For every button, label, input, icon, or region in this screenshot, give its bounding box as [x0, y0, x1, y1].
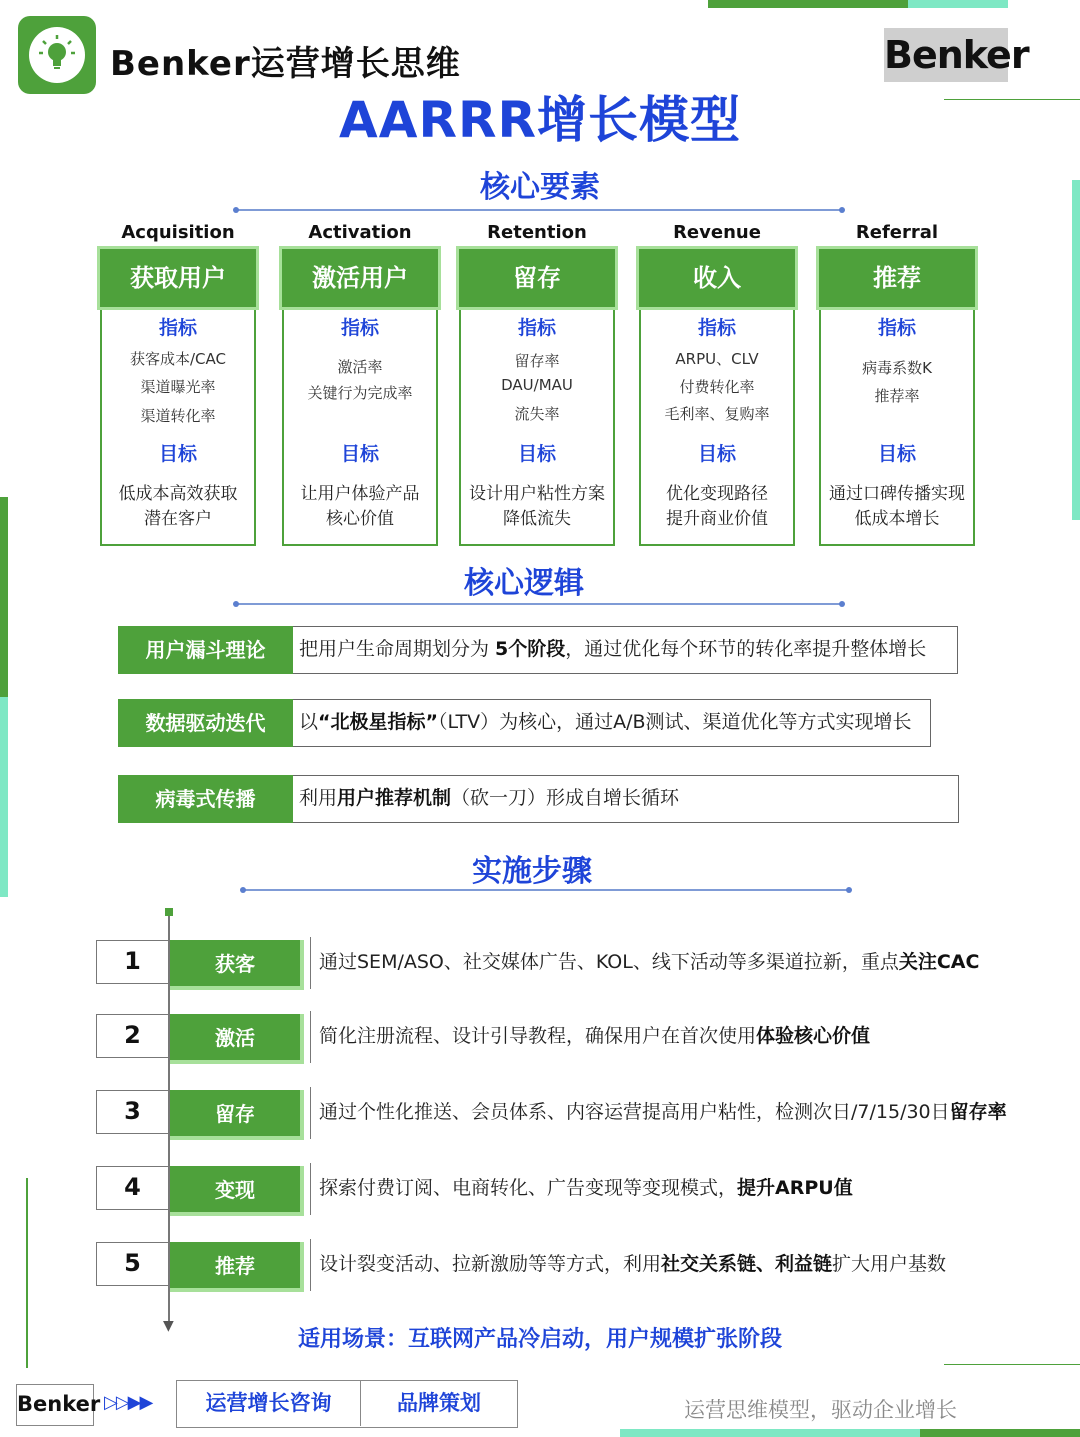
- lightbulb-icon: [29, 27, 85, 83]
- timeline-start-dot: [165, 908, 173, 916]
- goal-line: 潜在客户: [144, 509, 212, 529]
- section-divider: [236, 209, 842, 211]
- metric-item: 毛利率、复购率: [664, 405, 770, 423]
- column-en-label: Acquisition: [121, 222, 235, 243]
- footer-rule: [944, 1364, 1080, 1365]
- section-divider: [236, 603, 842, 605]
- bottom-accent-bar: [920, 1429, 1080, 1437]
- goal-line: 通过口碑传播实现: [829, 484, 965, 504]
- page-title: AARRR增长模型: [339, 91, 741, 149]
- goal-line: 提升商业价值: [666, 509, 768, 529]
- footer-tabs: [176, 1380, 518, 1428]
- element-column: [97, 222, 259, 546]
- top-accent-bar: [708, 0, 908, 8]
- column-heading: 获取用户: [97, 246, 259, 310]
- column-heading: 推荐: [816, 246, 978, 310]
- element-column: [456, 222, 618, 546]
- column-heading: 激活用户: [279, 246, 441, 310]
- top-accent-bar-mint: [908, 0, 1008, 8]
- metric-item: 获客成本/CAC: [130, 350, 226, 368]
- bottom-accent-bar-mint: [620, 1429, 920, 1437]
- step-tag: 获客: [170, 940, 304, 990]
- goal-line: 低成本高效获取: [118, 484, 238, 504]
- goal-label: 目标: [158, 443, 197, 465]
- column-body: [282, 310, 438, 546]
- logic-label: 用户漏斗理论: [118, 626, 293, 674]
- column-heading: 收入: [636, 246, 798, 310]
- section-title-steps: 实施步骤: [472, 854, 592, 889]
- metrics-label: 指标: [697, 317, 736, 339]
- column-en-label: Referral: [855, 222, 939, 243]
- step-tag: 留存: [170, 1090, 304, 1140]
- metric-item: ARPU、CLV: [675, 350, 759, 368]
- metrics-label: 指标: [877, 317, 916, 339]
- brand-badge: Benker: [884, 28, 1008, 82]
- step-description: 简化注册流程、设计引导教程，确保用户在首次使用体验核心价值: [310, 1011, 870, 1063]
- goal-label: 目标: [517, 443, 556, 465]
- scenario-text: 适用场景：互联网产品冷启动，用户规模扩张阶段: [297, 1327, 782, 1352]
- logic-text: 利用用户推荐机制（砍一刀）形成自增长循环: [293, 775, 959, 823]
- goal-line: 低成本增长: [854, 509, 940, 529]
- goal-line: 优化变现路径: [666, 484, 768, 504]
- column-en-label: Retention: [487, 222, 587, 243]
- logic-label: 数据驱动迭代: [118, 699, 293, 747]
- step-description: 设计裂变活动、拉新激励等等方式，利用社交关系链、利益链扩大用户基数: [310, 1239, 946, 1291]
- column-body: [459, 310, 615, 546]
- logic-text: 以“北极星指标”（LTV）为核心，通过A/B测试、渠道优化等方式实现增长: [293, 699, 931, 747]
- goal-line: 设计用户粘性方案: [469, 484, 605, 504]
- column-body: [819, 310, 975, 546]
- step-number: 4: [96, 1166, 169, 1210]
- metrics-label: 指标: [517, 317, 556, 339]
- right-accent-bar-mint: [1072, 180, 1080, 520]
- column-en-label: Revenue: [673, 222, 761, 243]
- metric-item: 激活率: [337, 358, 383, 376]
- tab-branding[interactable]: 品牌策划: [397, 1391, 481, 1415]
- metric-item: 病毒系数K: [862, 359, 932, 377]
- section-title-logic: 核心逻辑: [464, 566, 584, 601]
- metric-item: 付费转化率: [679, 378, 755, 396]
- footer-slogan: 运营思维模型，驱动企业增长: [684, 1398, 957, 1422]
- chevron-down-icon: ▼: [163, 1318, 174, 1334]
- metric-item: 推荐率: [874, 387, 920, 405]
- step-description: 探索付费订阅、电商转化、广告变现等变现模式，提升ARPU值: [310, 1163, 853, 1215]
- step-tag: 激活: [170, 1014, 304, 1064]
- goal-label: 目标: [877, 443, 916, 465]
- element-column: [816, 222, 978, 546]
- goal-label: 目标: [340, 443, 379, 465]
- footer-brand: Benker: [16, 1384, 94, 1426]
- element-column: [636, 222, 798, 546]
- metric-item: 关键行为完成率: [307, 384, 413, 402]
- section-title-elements: 核心要素: [480, 170, 600, 205]
- step-number: 3: [96, 1090, 169, 1134]
- metrics-label: 指标: [158, 317, 197, 339]
- column-heading: 留存: [456, 246, 618, 310]
- step-tag: 推荐: [170, 1242, 304, 1292]
- column-body: [639, 310, 795, 546]
- arrows-icon: ▷▷▶▶: [104, 1392, 152, 1413]
- metric-item: 流失率: [514, 405, 560, 423]
- metric-item: 留存率: [514, 352, 560, 370]
- tab-consulting[interactable]: 运营增长咨询: [177, 1381, 361, 1426]
- column-en-label: Activation: [308, 222, 412, 243]
- metric-item: 渠道曝光率: [140, 378, 216, 396]
- goal-line: 降低流失: [503, 509, 571, 529]
- logic-text: 把用户生命周期划分为 5个阶段，通过优化每个环节的转化率提升整体增长: [293, 626, 958, 674]
- step-number: 5: [96, 1242, 169, 1286]
- logic-label: 病毒式传播: [118, 775, 293, 823]
- metric-item: DAU/MAU: [501, 376, 573, 394]
- goal-line: 核心价值: [326, 509, 394, 529]
- brand-title: Benker运营增长思维: [110, 44, 461, 84]
- step-description: 通过SEM/ASO、社交媒体广告、KOL、线下活动等多渠道拉新，重点关注CAC: [310, 937, 979, 989]
- step-description: 通过个性化推送、会员体系、内容运营提高用户粘性，检测次日/7/15/30日留存率: [310, 1087, 1007, 1139]
- goal-line: 让用户体验产品: [300, 484, 420, 504]
- column-body: [100, 310, 256, 546]
- section-divider: [243, 889, 849, 891]
- element-column: [279, 222, 441, 546]
- metrics-label: 指标: [340, 317, 379, 339]
- step-tag: 变现: [170, 1166, 304, 1216]
- goal-label: 目标: [697, 443, 736, 465]
- step-number: 1: [96, 940, 169, 984]
- metric-item: 渠道转化率: [140, 407, 216, 425]
- step-number: 2: [96, 1014, 169, 1058]
